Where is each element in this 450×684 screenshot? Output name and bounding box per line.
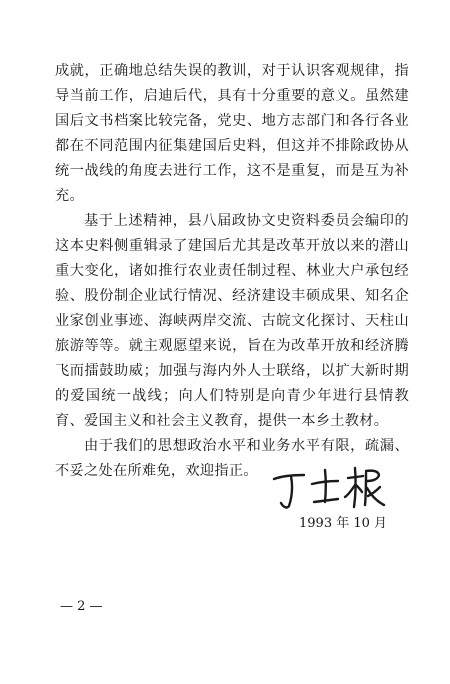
paragraph-purpose: 基于上述精神，县八届政协文史资料委员会编印的这本史料侧重辑录了建国后尤其是改革开放以来的潜山重大变化，诸如推行农业责任制过程、林业大户承包经验、股份制企业试行情况、经济建设丰硕成果、知名企业家创业事迹、海峡两岸交流、古皖文化探讨、天柱山旅游等等。就主观愿望来说，旨在为改革开放和经济腾飞而擂鼓助威；加强与海内外人士联络，以扩大新时期的爱国统一战线；向人们特别是向青少年进行县情教育、爱国主义和社会主义教育，提供一本乡土教材。 [55,213,409,429]
date: 1993 年 10 月 [299,516,388,531]
body-text [55,59,409,484]
page-number: — 2 — [60,599,103,614]
paragraph-continuation: 成就，正确地总结失误的教训，对于认识客观规律，指导当前工作，启迪后代，具有十分重要的意义。虽然建国后文书档案比较完备，党史、地方志部门和各行各业都在不同范围内征集建国后史料，但这并不排除政协从统一战线的角度去进行工作，这不是重复，而是互为补充。 [55,63,409,204]
handwritten-signature [270,463,390,513]
paragraph-closing: 由于我们的思想政治水平和业务水平有限，疏漏、不妥之处在所难免，欢迎指正。 [55,438,409,479]
signature-drawing [270,463,390,513]
